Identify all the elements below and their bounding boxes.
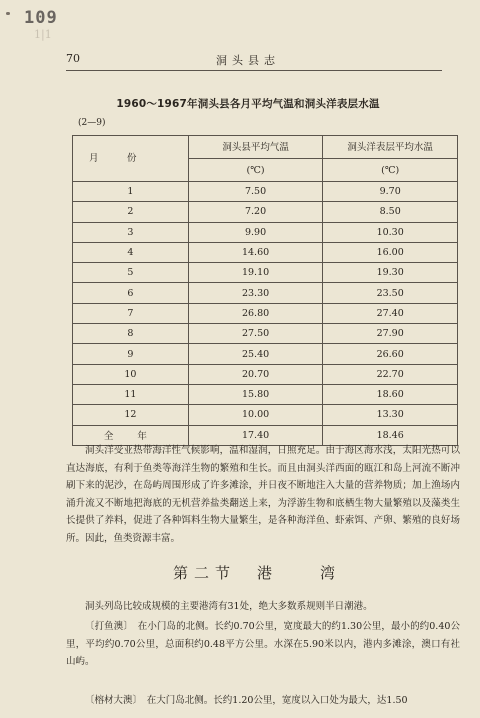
water-temp-cell: 16.00 <box>323 242 458 262</box>
air-temp-cell: 25.40 <box>188 344 323 364</box>
air-temp-total: 17.40 <box>188 425 323 445</box>
month-cell: 2 <box>73 202 189 222</box>
water-temp-cell: 22.70 <box>323 364 458 384</box>
table-row <box>73 202 458 222</box>
climate-paragraph: 洞头洋受亚热带海洋性气候影响，温和湿润，日照充足。由于海区海水浅，太阳光热可以直达海底，有利于鱼类等海洋生物的繁殖和生长。而且由洞头洋西面的瓯江和岛上河流不断冲刷下来的泥沙，在岛屿周围形成了许多滩涂，并日夜不断地注入大量的营养物质；加上渔场内涌升流又不断地把海底的无机营养盐类翻送上来，为浮游生物和底栖生物大量繁殖以及藻类生长提供了养料，促进了各种饵料生物大量繁生，是各种海洋鱼、虾索饵、产卵、繁殖的良好场所。因此，鱼类资源丰富。 <box>66 445 460 544</box>
air-temp-cell: 23.30 <box>188 283 323 303</box>
air-temp-cell: 27.50 <box>188 324 323 344</box>
table-row <box>73 242 458 262</box>
water-temp-column-header: 洞头洋表层平均水温 <box>323 136 458 159</box>
table-row <box>73 384 458 404</box>
harbor-entry-rongcaidaao <box>66 692 460 710</box>
harbor-name-tag: 〔榕材大澳〕 <box>85 695 138 706</box>
month-cell: 1 <box>73 182 189 202</box>
month-cell: 8 <box>73 324 189 344</box>
table-row <box>73 263 458 283</box>
air-temp-unit: (℃) <box>188 159 323 182</box>
water-temp-total: 18.46 <box>323 425 458 445</box>
running-header <box>66 52 434 68</box>
table-row <box>73 405 458 425</box>
water-temp-cell: 19.30 <box>323 263 458 283</box>
month-cell: 4 <box>73 242 189 262</box>
month-cell: 6 <box>73 283 189 303</box>
harbor-description: 在小门岛的北侧。长约0.70公里，宽度最大的约1.30公里，最小的约0.40公里，平均约0.70公里，总面积约0.48平方公里。水深在5.90米以内，港内多滩涂，澳口有社山屿。 <box>66 621 460 668</box>
month-cell: 12 <box>73 405 189 425</box>
air-temp-cell: 19.10 <box>188 263 323 283</box>
water-temp-cell: 8.50 <box>323 202 458 222</box>
table-row <box>73 303 458 323</box>
table-row <box>73 283 458 303</box>
faint-mark: 1|1 <box>34 28 52 41</box>
harbor-entry-dayuao <box>66 618 460 671</box>
air-temp-column-header: 洞头县平均气温 <box>188 136 323 159</box>
water-temp-cell: 9.70 <box>323 182 458 202</box>
air-temp-cell: 20.70 <box>188 364 323 384</box>
air-temp-cell: 7.20 <box>188 202 323 222</box>
table-title: 1960～1967年洞头县各月平均气温和洞头洋表层水温 <box>116 98 380 110</box>
month-cell: 11 <box>73 384 189 404</box>
table-row <box>73 182 458 202</box>
harbor-intro-paragraph: 洞头列岛比较成规模的主要港湾有31处，绝大多数系规则半日潮港。 <box>85 601 373 612</box>
harbor-name-tag: 〔打鱼澳〕 <box>85 621 129 632</box>
water-temp-cell: 26.60 <box>323 344 458 364</box>
air-temp-cell: 15.80 <box>188 384 323 404</box>
harbor-description: 在大门岛北侧。长约1.20公里，宽度以入口处为最大，达1.50 <box>146 695 408 706</box>
table-header-row <box>73 136 458 159</box>
air-temp-cell: 9.90 <box>188 222 323 242</box>
water-temp-cell: 18.60 <box>323 384 458 404</box>
water-temp-cell: 10.30 <box>323 222 458 242</box>
water-temp-cell: 13.30 <box>323 405 458 425</box>
air-temp-cell: 26.80 <box>188 303 323 323</box>
month-cell: 7 <box>73 303 189 323</box>
water-temp-cell: 27.40 <box>323 303 458 323</box>
table-row <box>73 344 458 364</box>
water-temp-cell: 27.90 <box>323 324 458 344</box>
air-temp-cell: 14.60 <box>188 242 323 262</box>
air-temp-cell: 10.00 <box>188 405 323 425</box>
month-cell: 3 <box>73 222 189 242</box>
handwritten-page-number: 109 <box>24 8 58 28</box>
ink-speck <box>6 12 10 15</box>
air-temp-cell: 7.50 <box>188 182 323 202</box>
month-cell: 10 <box>73 364 189 384</box>
month-column-header: 月 份 <box>73 136 189 182</box>
temperature-table <box>72 135 458 446</box>
table-row <box>73 222 458 242</box>
table-number: (2—9) <box>78 118 106 128</box>
header-rule <box>66 70 442 71</box>
table-row <box>73 364 458 384</box>
month-cell: 5 <box>73 263 189 283</box>
table-row <box>73 324 458 344</box>
water-temp-unit: (℃) <box>323 159 458 182</box>
total-label: 全年 <box>73 425 189 445</box>
month-cell: 9 <box>73 344 189 364</box>
book-title: 洞头县志 <box>216 54 280 67</box>
section-heading: 第二节 港 湾 <box>172 564 341 582</box>
page-number: 70 <box>66 52 80 65</box>
water-temp-cell: 23.50 <box>323 283 458 303</box>
